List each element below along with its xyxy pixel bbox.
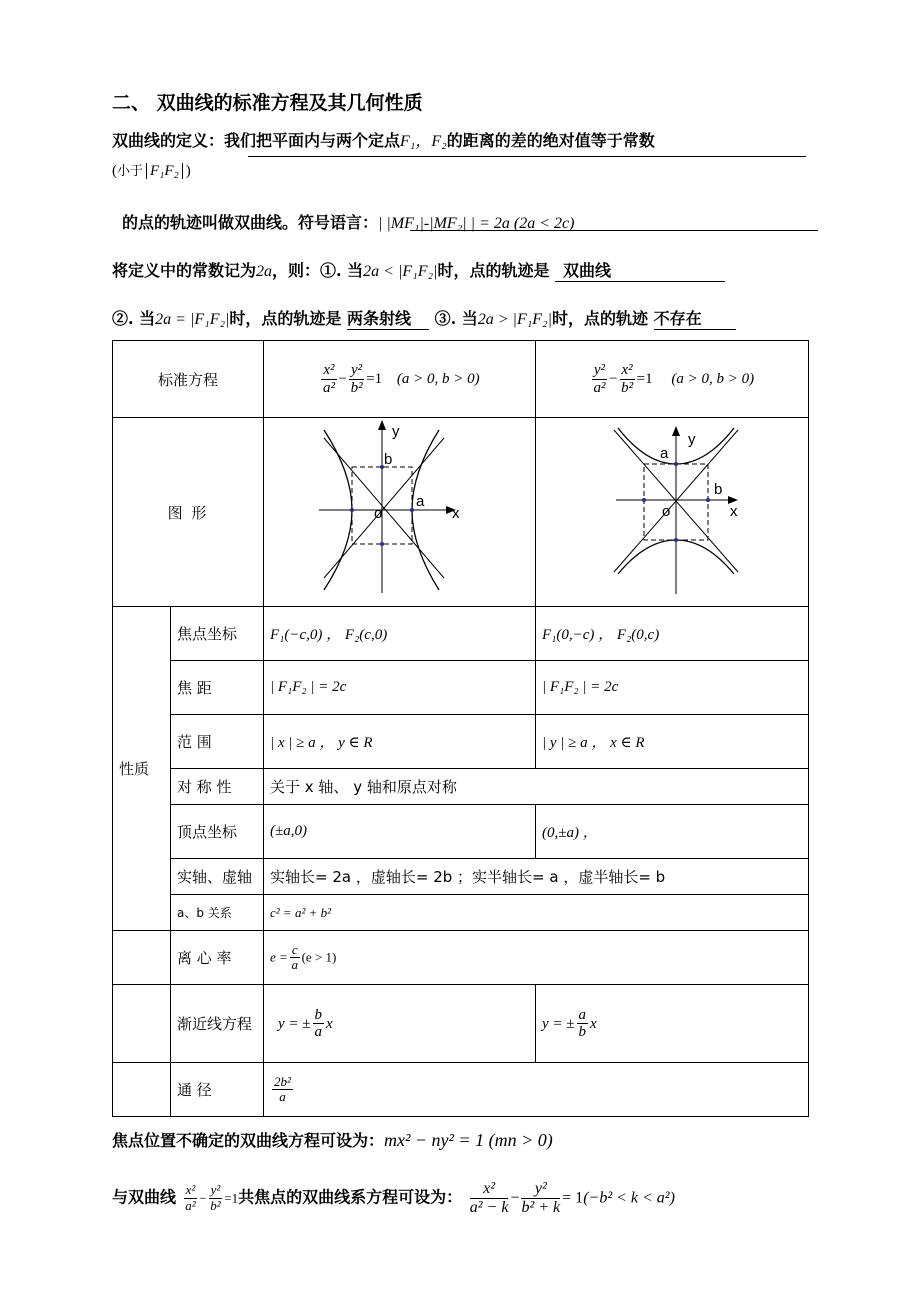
definition-condition: (小于 F₁F₂ ) [112,163,191,179]
focal-label: 焦 距 [171,661,264,715]
eccentricity-label: 离 心 率 [171,931,264,985]
focus-label: 焦点坐标 [171,607,264,661]
definition-line2-text: 的点的轨迹叫做双曲线。符号语言： [122,213,379,232]
row-standard-equation-label: 标准方程 [113,341,264,418]
definition-label: 双曲线的定义： [112,131,225,150]
eccentricity-value: e = $\frac{c}{a}$ (e > 1) [264,931,809,985]
graph-vertical-hyperbola [536,418,807,602]
focal-2: | F₁F₂ | = 2c [536,661,809,715]
graph2-label-x: x [730,503,738,520]
graph2-label-o: o [662,503,671,520]
axis-value: 实轴长= 2a ，虚轴长= 2b ；实半轴长= a ，虚半轴长= b [264,859,809,895]
definition-text-2: 的距离的差的绝对值等于常数 [446,131,655,150]
symmetry-label: 对 称 性 [171,769,264,805]
graph1-label-y: y [392,423,400,440]
graph1-label-o: o [374,505,383,522]
asymptote-2: y = ± $\frac{a}{b}$ x [536,985,809,1063]
symmetry-value: 关于 x 轴、 y 轴和原点对称 [264,769,809,805]
vertex-2: (0,±a) ， [536,805,809,859]
standard-equation-2: $\frac{\text{y²}}{\text{a²}}$ − $\frac{\text{x²}}{\text{b²}}$ =1 (a > 0, b > 0) [536,341,809,418]
vertex-1: (±a,0) [264,805,536,859]
confocal-condition: (−b² < k < a²) [583,1189,675,1207]
blank-line-2 [410,230,818,231]
graph1-label-x: x [452,505,460,522]
answer-2: 两条射线 [347,306,429,330]
ab-relation-value: c² = a² + b² [264,895,809,931]
range-1: | x | ≥ a ， y ∈ R [264,715,536,769]
focal-1: | F₁F₂ | = 2c [264,661,536,715]
range-2: | y | ≥ a ， x ∈ R [536,715,809,769]
graph2-label-y: y [688,431,696,448]
graph2-label-a: a [660,445,669,462]
vertex-label: 顶点坐标 [171,805,264,859]
axis-label: 实轴、虚轴 [171,859,264,895]
general-equation: mx² − ny² = 1 (mn > 0) [384,1130,553,1150]
range-label: 范 围 [171,715,264,769]
definition-foci: F₁，F₂ [400,133,447,150]
footer-line-2: 与双曲线 $\frac{\text{x²}}{\text{a²}}$ − $\frac{\text{y²}}{\text{b²}}$ =1共焦点的双曲线系方程可设为： $\frac{\text{x²}}{\text{a² − k}}$ − $\frac{\text{y²}}{\text{b² + k}}$ = 1(−b² < k < a²) [112,1180,675,1216]
graph1-label-a: a [416,493,425,510]
latus-value: $\frac{\text{2b²}}{a}$ [264,1063,809,1117]
focus-1: F₁(−c,0) ， F₂(c,0) [264,607,536,661]
asymptote-label: 渐近线方程 [171,985,264,1063]
constant-line-2: ②. 当2a = |F₁F₂|时，点的轨迹是 两条射线 ③. 当2a > |F₁F₂|时，点的轨迹 不存在 [112,306,736,330]
graph-2-cell [536,418,809,607]
row-graph-label: 图 形 [113,418,264,607]
focus-2: F₁(0,−c) ， F₂(0,c) [536,607,809,661]
latus-label: 通 径 [171,1063,264,1117]
blank-line-1 [248,156,806,157]
definition-symbolic: | |MF₁|-|MF₂| | = 2a (2a < 2c) [378,215,575,232]
ab-relation-label: a、b 关系 [171,895,264,931]
footer-line-1: 焦点位置不确定的双曲线方程可设为：mx² − ny² = 1 (mn > 0) [112,1130,553,1150]
graph1-label-b: b [384,451,393,468]
properties-table [112,340,809,1117]
constant-line-1: 将定义中的常数记为2a，则：①. 当2a < |F₁F₂|时，点的轨迹是 双曲线 [112,258,725,282]
properties-group-label: 性质 [113,607,171,931]
graph-horizontal-hyperbola [264,418,534,602]
asymptote-1: y = ± $\frac{b}{a}$ x [264,985,536,1063]
definition-line-1 [112,128,655,151]
section-title: 二、 双曲线的标准方程及其几何性质 [112,92,423,114]
answer-3: 不存在 [654,306,736,330]
graph2-label-b: b [714,481,723,498]
standard-equation-1: $\frac{\text{x²}}{\text{a²}}$ − $\frac{\text{y²}}{\text{b²}}$ =1 (a > 0, b > 0) [264,341,536,418]
answer-1: 双曲线 [555,258,725,282]
graph-1-cell [264,418,536,607]
definition-text: 我们把平面内与两个定点 [224,131,401,150]
